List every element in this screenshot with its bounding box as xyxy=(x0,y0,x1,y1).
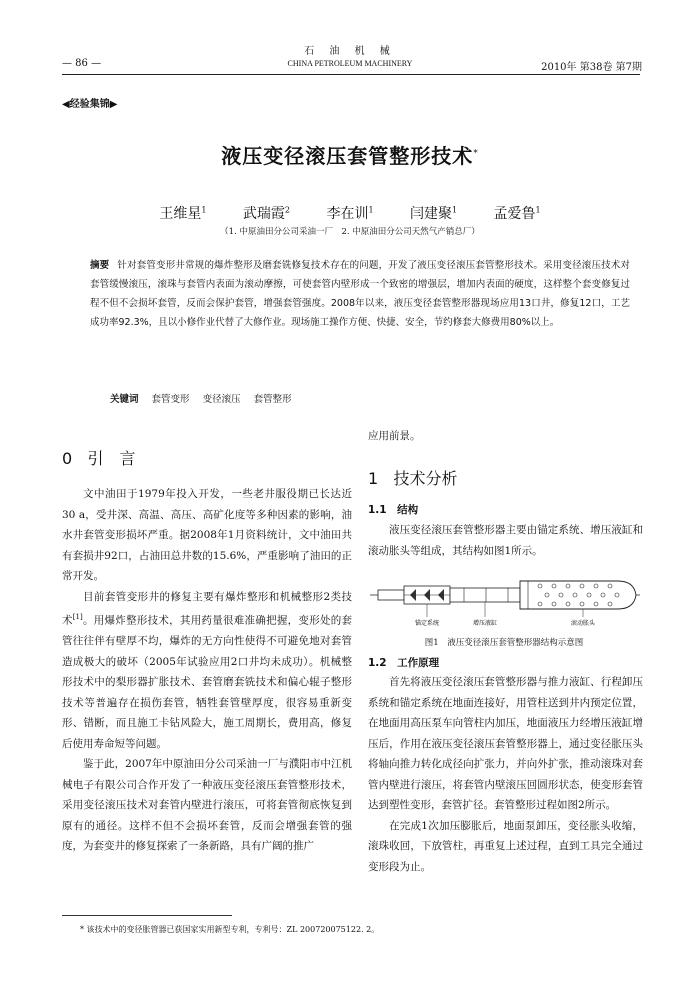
author: 孟爱鲁$^1$ xyxy=(493,205,541,222)
section-number: 1 xyxy=(368,469,379,488)
issue-info: 2010年 第38卷 第7期 xyxy=(541,62,642,73)
section-title: 引 言 xyxy=(87,449,136,468)
keywords-label: 关键词 xyxy=(110,394,139,405)
paragraph: 在完成1次加压膨胀后，地面泵卸压，变径胀头收缩，滚珠收回，下放管柱，再重复上述过程，直到工具完全通过变形段为止。 xyxy=(368,819,643,873)
principle-paragraphs xyxy=(368,672,643,877)
citation: [1] xyxy=(72,613,83,621)
keyword: 套管变形 xyxy=(151,394,190,405)
paragraph: 文中油田于1979年投入开发，一些老井服役期已长达近30 a，受井深、高温、高压、高矿化度等多种因素的影响，油水井套管变形损坏严重。据2008年1月资料统计，文中油田共有套损井92口，占油田总井数的15.6%，严重影响了油田的正常开发。 xyxy=(62,488,352,582)
section-title: 技术分析 xyxy=(393,469,458,488)
fig-label-anchor: 锚定系统 xyxy=(414,620,440,627)
title-footnote-mark: * xyxy=(473,148,479,159)
footnote-rule xyxy=(62,915,232,916)
header-rule xyxy=(62,74,640,75)
author: 闫建聚$^1$ xyxy=(410,205,458,222)
section-heading-1 xyxy=(368,466,457,489)
left-column-body xyxy=(62,484,352,857)
section-number: 0 xyxy=(62,449,73,468)
continuation-text: 应用前景。 xyxy=(368,430,421,442)
title-text: 液压变径滚压套管整形技术 xyxy=(221,144,474,168)
page-number: — 86 — xyxy=(62,58,102,69)
paper-title xyxy=(0,140,700,169)
structure-paragraph: 液压变径滚压套管整形器主要由锚定系统、增压液缸和滚动胀头等组成，其结构如图1所示。 xyxy=(368,524,643,557)
fig-label-head: 滚动胀头 xyxy=(570,620,596,627)
abstract xyxy=(90,256,630,332)
author: 王维星$^1$ xyxy=(159,205,207,222)
keywords xyxy=(110,391,302,405)
figure-1-diagram xyxy=(368,577,640,627)
fig-label-cylinder: 增压液缸 xyxy=(472,620,498,627)
figure-1-caption: 图1 液压变径滚压套管整形器结构示意图 xyxy=(424,638,584,648)
journal-name-en: CHINA PETROLEUM MACHINERY xyxy=(287,59,413,68)
keyword: 变径滚压 xyxy=(202,394,241,405)
author-list xyxy=(0,203,700,223)
footnote: * 该技术中的变径胀管器已获国家实用新型专利，专利号：ZL 200720075122. 2。 xyxy=(80,925,380,934)
affiliation: （1. 中原油田分公司采油一厂 2. 中原油田分公司天然气产销总厂） xyxy=(220,227,480,237)
author: 李在训$^1$ xyxy=(326,205,374,222)
abstract-label: 摘要 xyxy=(90,260,110,271)
paragraph: 目前套管变形井的修复主要有爆炸整形和机械整形2类技术[1]。用爆炸整形技术，其用药量很难准确把握，变形处的套管往往伴有壁厚不均，爆炸的无方向性使得不可避免地对套管造成极大的破坏（2005年试验应用2口井均未成功）。机械整形技术中的梨形器扩胀技术、套管磨套铣技术和偏心辊子整形技术等普遍存在损伤套管，牺牲套管壁厚度，很容易重新变形、错断，而且施工卡钻风险大，施工周期长，费用高，修复后使用寿命短等问题。 xyxy=(62,590,353,750)
author: 武瑞霞$^2$ xyxy=(242,205,290,222)
keyword: 套管整形 xyxy=(253,394,292,405)
paragraph: 首先将液压变径滚压套管整形器与推力液缸、行程卸压系统和锚定系统在地面连接好，用管柱送到井内预定位置，在地面用高压泵车向管柱内加压，地面液压力经增压液缸增压后，作用在液压变径滚压套管整形器上，通过变径胀压头将轴向推力转化成径向扩张力，并向外扩张，推动滚珠对套管内壁进行滚压，将套管内壁滚压回圆形状态，使变形套管达到塑性变形，套管扩径。套管整形过程如图2所示。 xyxy=(368,676,643,811)
journal-name-cn: 石 油 机 械 xyxy=(304,46,396,57)
section-heading-intro xyxy=(62,446,135,469)
subsection-heading-structure: 1.1 结构 xyxy=(368,504,419,516)
abstract-text: 针对套管变形井常规的爆炸整形及磨套铣修复技术存在的问题，开发了液压变径滚压套管整形技术。采用变径滚压技术对套管缓慢滚压，滚珠与套管内表面为滚动摩擦，可使套管内壁形成一个致密的增强层，增加内表面的硬度，这样整个套变修复过程不但不会损坏套管，反而会保护套管，增强套管强度。2008年以来，液压变径套管整形器现场应用13口井，修复12口，工艺成功率92.3%，且以小修作业代替了大修作业。现场施工操作方便、快捷、安全，节约修套大修费用80%以上。 xyxy=(90,260,630,328)
section-tag: ◀经验集锦▶ xyxy=(62,99,118,110)
paragraph: 鉴于此，2007年中原油田分公司采油一厂与濮阳市中江机械电子有限公司合作开发了一种液压变径滚压套管整形技术，采用变径滚压技术对套管内壁进行滚压，可将套管彻底恢复到原有的通径。这样不但不会损坏套管，反而会增强套管的强度，为套变井的修复探索了一条新路，具有广阔的推广 xyxy=(62,758,352,852)
subsection-heading-principle: 1.2 工作原理 xyxy=(368,657,440,669)
